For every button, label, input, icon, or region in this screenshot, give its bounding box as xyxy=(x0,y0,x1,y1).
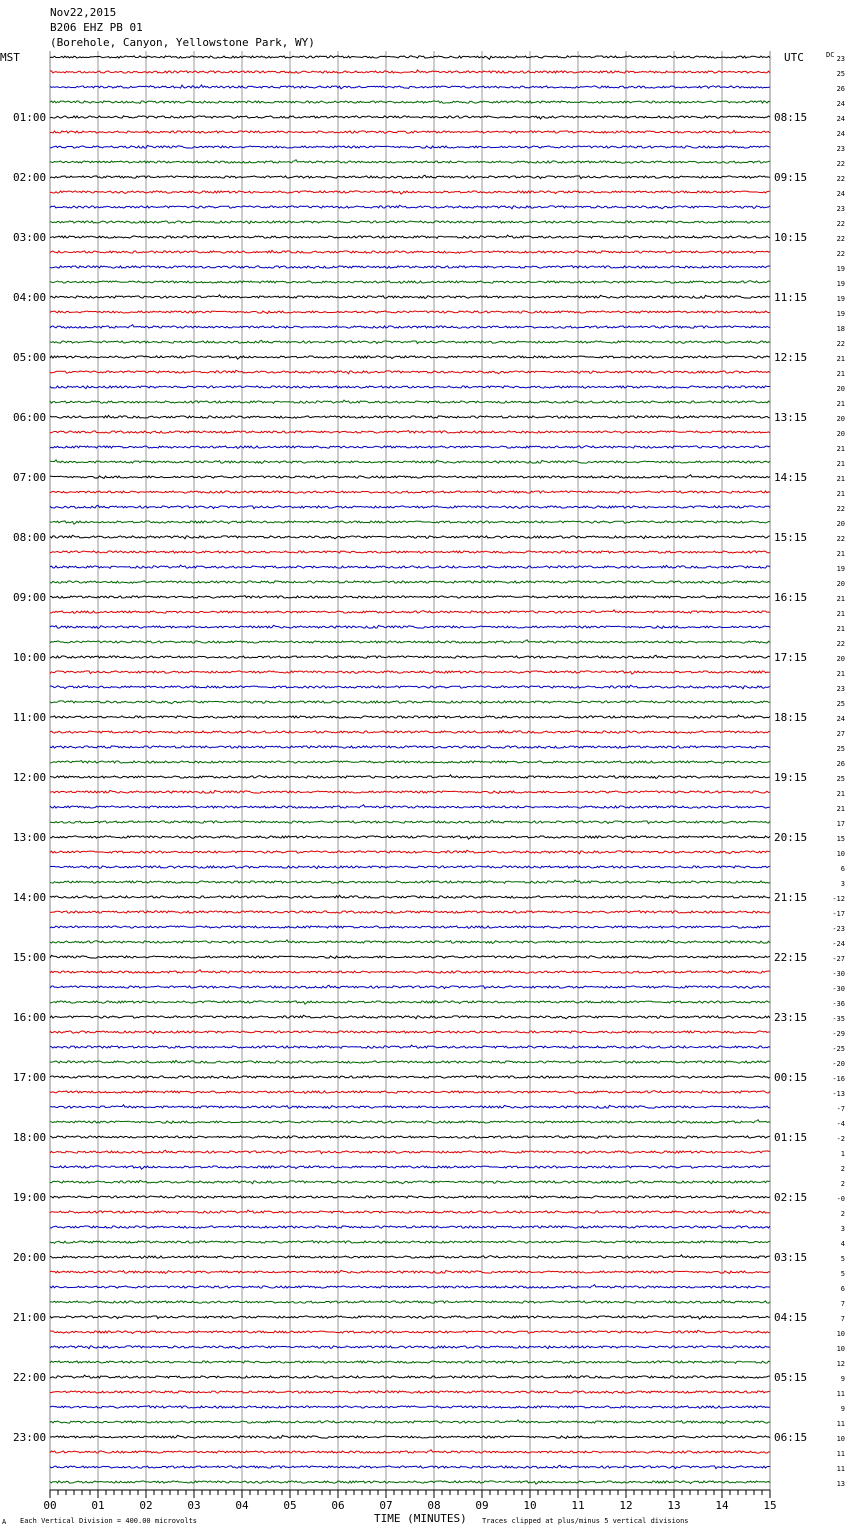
vertical-scale-note: Each Vertical Division = 400.00 microvolts xyxy=(20,1517,198,1525)
trace-row-88 xyxy=(50,1361,770,1363)
dc-offset-label: 17 xyxy=(836,820,845,828)
x-tick-label: 09 xyxy=(475,1499,489,1512)
dc-offset-label: 21 xyxy=(836,550,845,558)
mst-hour-label: 10:00 xyxy=(13,651,47,664)
utc-hour-label: 20:15 xyxy=(774,831,808,844)
dc-offset-label: 19 xyxy=(836,280,845,288)
trace-row-41 xyxy=(50,655,770,658)
trace-row-33 xyxy=(50,535,770,539)
x-tick-label: 12 xyxy=(619,1499,633,1512)
trace-row-2 xyxy=(50,70,770,73)
dc-offset-label: -7 xyxy=(836,1105,845,1113)
trace-row-63 xyxy=(50,985,770,988)
x-tick-label: 01 xyxy=(91,1499,105,1512)
dc-offset-label: -2 xyxy=(836,1135,845,1143)
dc-offset-label: 12 xyxy=(836,1360,845,1368)
x-axis-title: TIME (MINUTES) xyxy=(374,1512,467,1525)
utc-hour-label: 14:15 xyxy=(774,471,808,484)
trace-row-69 xyxy=(50,1076,770,1079)
dc-offset-label: 22 xyxy=(836,535,845,543)
trace-row-89 xyxy=(50,1375,770,1378)
trace-row-8 xyxy=(50,160,770,163)
dc-offset-label: 22 xyxy=(836,235,845,243)
trace-row-44 xyxy=(50,701,770,704)
trace-row-20 xyxy=(50,340,770,343)
trace-row-42 xyxy=(50,671,770,674)
dc-offset-label: -12 xyxy=(832,895,845,903)
trace-row-45 xyxy=(50,715,770,718)
mst-hour-label: 03:00 xyxy=(13,231,47,244)
dc-offset-label: 24 xyxy=(836,715,845,723)
trace-row-86 xyxy=(50,1330,770,1333)
utc-hour-label: 06:15 xyxy=(774,1431,808,1444)
trace-row-26 xyxy=(50,431,770,434)
trace-row-40 xyxy=(50,640,770,643)
trace-row-31 xyxy=(50,505,770,508)
trace-row-70 xyxy=(50,1091,770,1094)
trace-row-57 xyxy=(50,895,770,898)
dc-offset-label: 19 xyxy=(836,295,845,303)
mst-hour-label: 20:00 xyxy=(13,1251,47,1264)
trace-row-15 xyxy=(50,266,770,269)
plot-date: Nov22,2015 xyxy=(50,6,117,19)
dc-offset-label: 25 xyxy=(836,775,845,783)
dc-offset-label: -35 xyxy=(832,1015,845,1023)
dc-offset-label: 21 xyxy=(836,475,845,483)
utc-hour-label: 00:15 xyxy=(774,1071,808,1084)
dc-offset-label: 21 xyxy=(836,370,845,378)
dc-offset-label: 11 xyxy=(836,1450,845,1458)
trace-row-54 xyxy=(50,850,770,854)
dc-offset-label: 20 xyxy=(836,655,845,663)
dc-offset-label: 6 xyxy=(840,865,845,873)
trace-row-32 xyxy=(50,521,770,524)
dc-offset-label: -20 xyxy=(832,1060,845,1068)
mst-hour-labels xyxy=(13,111,46,1444)
utc-hour-label: 04:15 xyxy=(774,1311,808,1324)
dc-offset-label: 23 xyxy=(836,145,845,153)
trace-row-77 xyxy=(50,1196,770,1198)
dc-offset-label: 21 xyxy=(836,460,845,468)
dc-offset-label: 24 xyxy=(836,130,845,138)
trace-row-65 xyxy=(50,1015,770,1019)
trace-row-76 xyxy=(50,1180,770,1184)
trace-row-16 xyxy=(50,281,770,284)
trace-row-84 xyxy=(50,1300,770,1303)
utc-hour-label: 08:15 xyxy=(774,111,808,124)
trace-row-60 xyxy=(50,940,770,944)
dc-offset-label: 19 xyxy=(836,565,845,573)
dc-offset-label: -30 xyxy=(832,985,845,993)
dc-offset-label: 5 xyxy=(840,1255,845,1263)
dc-offset-label: 10 xyxy=(836,1345,845,1353)
utc-hour-label: 15:15 xyxy=(774,531,808,544)
dc-offset-label: 23 xyxy=(836,205,845,213)
mst-hour-label: 01:00 xyxy=(13,111,47,124)
mst-hour-label: 08:00 xyxy=(13,531,47,544)
dc-offset-label: 18 xyxy=(836,325,845,333)
dc-offset-label: 10 xyxy=(836,1330,845,1338)
trace-row-4 xyxy=(50,101,770,104)
dc-offset-label: 21 xyxy=(836,490,845,498)
trace-row-12 xyxy=(50,221,770,224)
trace-row-80 xyxy=(50,1241,770,1244)
utc-hour-label: 13:15 xyxy=(774,411,808,424)
trace-row-37 xyxy=(50,596,770,598)
dc-offset-label: 4 xyxy=(840,1240,845,1248)
trace-row-14 xyxy=(50,250,770,253)
dc-offset-label: 21 xyxy=(836,400,845,408)
utc-hour-label: 02:15 xyxy=(774,1191,808,1204)
mst-hour-label: 15:00 xyxy=(13,951,47,964)
utc-hour-label: 19:15 xyxy=(774,771,808,784)
trace-row-55 xyxy=(50,866,770,869)
trace-row-87 xyxy=(50,1346,770,1349)
dc-offset-label: 22 xyxy=(836,160,845,168)
dc-offset-label: -36 xyxy=(832,1000,845,1008)
dc-offset-label: 21 xyxy=(836,595,845,603)
dc-offset-label: 20 xyxy=(836,430,845,438)
trace-row-64 xyxy=(50,1001,770,1004)
dc-offset-label: 5 xyxy=(840,1270,845,1278)
trace-row-79 xyxy=(50,1226,770,1228)
utc-hour-label: 21:15 xyxy=(774,891,808,904)
x-tick-label: 11 xyxy=(571,1499,585,1512)
trace-row-90 xyxy=(50,1391,770,1393)
trace-row-49 xyxy=(50,775,770,779)
utc-hour-label: 18:15 xyxy=(774,711,808,724)
trace-row-5 xyxy=(50,116,770,119)
trace-row-38 xyxy=(50,610,770,613)
trace-row-96 xyxy=(50,1481,770,1484)
trace-row-19 xyxy=(50,325,770,328)
dc-offset-label: 24 xyxy=(836,115,845,123)
trace-row-81 xyxy=(50,1255,770,1258)
dc-offset-label: 22 xyxy=(836,220,845,228)
trace-row-13 xyxy=(50,235,770,238)
dc-offset-label: 21 xyxy=(836,445,845,453)
dc-offset-label: 23 xyxy=(836,55,845,63)
trace-row-95 xyxy=(50,1465,770,1468)
mst-hour-label: 18:00 xyxy=(13,1131,47,1144)
trace-row-85 xyxy=(50,1316,770,1319)
mst-hour-label: 13:00 xyxy=(13,831,47,844)
trace-row-36 xyxy=(50,581,770,583)
dc-offset-label: 19 xyxy=(836,310,845,318)
trace-row-17 xyxy=(50,295,770,299)
x-tick-label: 00 xyxy=(43,1499,57,1512)
mst-hour-label: 05:00 xyxy=(13,351,47,364)
x-tick-label: 04 xyxy=(235,1499,249,1512)
x-tick-label: 07 xyxy=(379,1499,393,1512)
trace-row-48 xyxy=(50,761,770,764)
trace-row-10 xyxy=(50,191,770,194)
trace-row-21 xyxy=(50,356,770,359)
dc-offset-label: 3 xyxy=(840,880,845,888)
dc-offset-label: 21 xyxy=(836,625,845,633)
dc-offset-label: 20 xyxy=(836,520,845,528)
trace-row-9 xyxy=(50,175,770,178)
trace-row-39 xyxy=(50,625,770,628)
corner-mark: A xyxy=(2,1518,7,1526)
trace-row-53 xyxy=(50,836,770,839)
trace-row-66 xyxy=(50,1031,770,1034)
dc-offset-label: 23 xyxy=(836,685,845,693)
dc-offset-label: 21 xyxy=(836,790,845,798)
mst-hour-label: 11:00 xyxy=(13,711,47,724)
dc-offset-label: 2 xyxy=(840,1210,845,1218)
dc-offset-label: 22 xyxy=(836,340,845,348)
trace-row-51 xyxy=(50,805,770,808)
dc-offset-label: 15 xyxy=(836,835,845,843)
trace-row-62 xyxy=(50,970,770,973)
trace-row-52 xyxy=(50,820,770,823)
utc-hour-label: 22:15 xyxy=(774,951,808,964)
trace-row-75 xyxy=(50,1166,770,1169)
trace-row-94 xyxy=(50,1450,770,1453)
trace-row-82 xyxy=(50,1270,770,1273)
seismic-traces xyxy=(50,56,770,1484)
x-tick-label: 13 xyxy=(667,1499,681,1512)
dc-offset-label: -0 xyxy=(836,1195,845,1203)
dc-offset-label: 27 xyxy=(836,730,845,738)
dc-offset-label: 21 xyxy=(836,805,845,813)
trace-row-91 xyxy=(50,1406,770,1409)
dc-offset-label: -16 xyxy=(832,1075,845,1083)
dc-offset-label: -13 xyxy=(832,1090,845,1098)
mst-hour-label: 14:00 xyxy=(13,891,47,904)
dc-offset-labels xyxy=(832,55,845,1488)
trace-row-46 xyxy=(50,730,770,733)
utc-hour-label: 01:15 xyxy=(774,1131,808,1144)
utc-hour-label: 16:15 xyxy=(774,591,808,604)
trace-row-28 xyxy=(50,460,770,464)
x-tick-label: 02 xyxy=(139,1499,153,1512)
utc-hour-label: 11:15 xyxy=(774,291,808,304)
trace-row-35 xyxy=(50,565,770,568)
utc-hour-label: 10:15 xyxy=(774,231,808,244)
mst-hour-label: 22:00 xyxy=(13,1371,47,1384)
dc-offset-label: 26 xyxy=(836,85,845,93)
dc-offset-label: 20 xyxy=(836,415,845,423)
trace-row-68 xyxy=(50,1060,770,1063)
mst-hour-label: 07:00 xyxy=(13,471,47,484)
dc-offset-label: 3 xyxy=(840,1225,845,1233)
trace-row-30 xyxy=(50,491,770,493)
mst-hour-label: 09:00 xyxy=(13,591,47,604)
station-location: (Borehole, Canyon, Yellowstone Park, WY) xyxy=(50,36,315,49)
dc-offset-label: 10 xyxy=(836,850,845,858)
trace-row-59 xyxy=(50,926,770,928)
utc-hour-label: 03:15 xyxy=(774,1251,808,1264)
trace-row-24 xyxy=(50,400,770,403)
dc-offset-label: 20 xyxy=(836,580,845,588)
x-tick-label: 08 xyxy=(427,1499,441,1512)
dc-offset-label: 22 xyxy=(836,175,845,183)
trace-row-27 xyxy=(50,446,770,449)
dc-offset-label: -17 xyxy=(832,910,845,918)
dc-offset-label: -27 xyxy=(832,955,845,963)
trace-row-3 xyxy=(50,85,770,89)
trace-row-83 xyxy=(50,1285,770,1288)
trace-row-7 xyxy=(50,145,770,148)
dc-offset-label: 24 xyxy=(836,100,845,108)
utc-hour-label: 23:15 xyxy=(774,1011,808,1024)
trace-row-18 xyxy=(50,311,770,314)
dc-offset-label: 7 xyxy=(840,1315,845,1323)
trace-row-61 xyxy=(50,955,770,958)
trace-row-47 xyxy=(50,746,770,748)
right-timezone-label: UTC xyxy=(784,51,804,64)
mst-hour-label: 23:00 xyxy=(13,1431,47,1444)
dc-offset-label: -25 xyxy=(832,1045,845,1053)
trace-row-11 xyxy=(50,205,770,209)
dc-offset-label: 6 xyxy=(840,1285,845,1293)
dc-offset-label: 22 xyxy=(836,640,845,648)
trace-row-22 xyxy=(50,370,770,374)
mst-hour-label: 02:00 xyxy=(13,171,47,184)
dc-offset-label: 1 xyxy=(840,1150,845,1158)
x-tick-label: 05 xyxy=(283,1499,297,1512)
dc-offset-label: -4 xyxy=(836,1120,845,1128)
x-tick-label: 06 xyxy=(331,1499,345,1512)
dc-offset-label: -24 xyxy=(832,940,845,948)
trace-row-6 xyxy=(50,130,770,133)
trace-row-34 xyxy=(50,551,770,553)
trace-row-71 xyxy=(50,1105,770,1109)
dc-offset-label: 25 xyxy=(836,70,845,78)
mst-hour-label: 06:00 xyxy=(13,411,47,424)
dc-offset-label: 21 xyxy=(836,670,845,678)
dc-offset-label: 11 xyxy=(836,1420,845,1428)
dc-offset-label: -29 xyxy=(832,1030,845,1038)
utc-hour-label: 09:15 xyxy=(774,171,808,184)
dc-offset-label: 19 xyxy=(836,265,845,273)
dc-offset-label: 21 xyxy=(836,610,845,618)
dc-offset-label: 20 xyxy=(836,385,845,393)
dc-offset-label: 21 xyxy=(836,355,845,363)
mst-hour-label: 04:00 xyxy=(13,291,47,304)
dc-offset-label: 24 xyxy=(836,190,845,198)
dc-offset-label: 11 xyxy=(836,1465,845,1473)
trace-row-73 xyxy=(50,1136,770,1138)
dc-offset-label: 2 xyxy=(840,1165,845,1173)
dc-offset-label: 7 xyxy=(840,1300,845,1308)
dc-offset-label: -23 xyxy=(832,925,845,933)
trace-row-72 xyxy=(50,1120,770,1124)
trace-row-93 xyxy=(50,1435,770,1438)
dc-offset-label: 26 xyxy=(836,760,845,768)
left-timezone-label: MST xyxy=(0,51,20,64)
utc-hour-labels xyxy=(774,111,807,1444)
dc-offset-label: -30 xyxy=(832,970,845,978)
dc-offset-header: DC xyxy=(826,51,835,59)
mst-hour-label: 17:00 xyxy=(13,1071,47,1084)
trace-row-74 xyxy=(50,1150,770,1153)
dc-offset-label: 22 xyxy=(836,250,845,258)
x-tick-label: 15 xyxy=(763,1499,777,1512)
utc-hour-label: 12:15 xyxy=(774,351,808,364)
trace-row-67 xyxy=(50,1045,770,1048)
mst-hour-label: 12:00 xyxy=(13,771,47,784)
dc-offset-label: 2 xyxy=(840,1180,845,1188)
trace-row-23 xyxy=(50,386,770,389)
dc-offset-label: 10 xyxy=(836,1435,845,1443)
dc-offset-label: 25 xyxy=(836,745,845,753)
trace-row-25 xyxy=(50,415,770,418)
dc-offset-label: 22 xyxy=(836,505,845,513)
mst-hour-label: 21:00 xyxy=(13,1311,47,1324)
dc-offset-label: 9 xyxy=(840,1375,845,1383)
x-tick-label: 10 xyxy=(523,1499,537,1512)
trace-row-58 xyxy=(50,911,770,914)
x-axis xyxy=(43,1490,776,1512)
mst-hour-label: 16:00 xyxy=(13,1011,47,1024)
utc-hour-label: 17:15 xyxy=(774,651,808,664)
trace-row-29 xyxy=(50,475,770,479)
dc-offset-label: 25 xyxy=(836,700,845,708)
station-code: B206 EHZ PB 01 xyxy=(50,21,143,34)
mst-hour-label: 19:00 xyxy=(13,1191,47,1204)
trace-row-92 xyxy=(50,1420,770,1424)
x-tick-label: 14 xyxy=(715,1499,729,1512)
x-tick-label: 03 xyxy=(187,1499,201,1512)
dc-offset-label: 13 xyxy=(836,1480,845,1488)
trace-row-56 xyxy=(50,880,770,883)
trace-row-50 xyxy=(50,790,770,793)
utc-hour-label: 05:15 xyxy=(774,1371,808,1384)
trace-row-1 xyxy=(50,56,770,60)
dc-offset-label: 11 xyxy=(836,1390,845,1398)
clip-note: Traces clipped at plus/minus 5 vertical divisions xyxy=(482,1517,689,1525)
trace-row-43 xyxy=(50,685,770,689)
dc-offset-label: 9 xyxy=(840,1405,845,1413)
trace-row-78 xyxy=(50,1210,770,1213)
